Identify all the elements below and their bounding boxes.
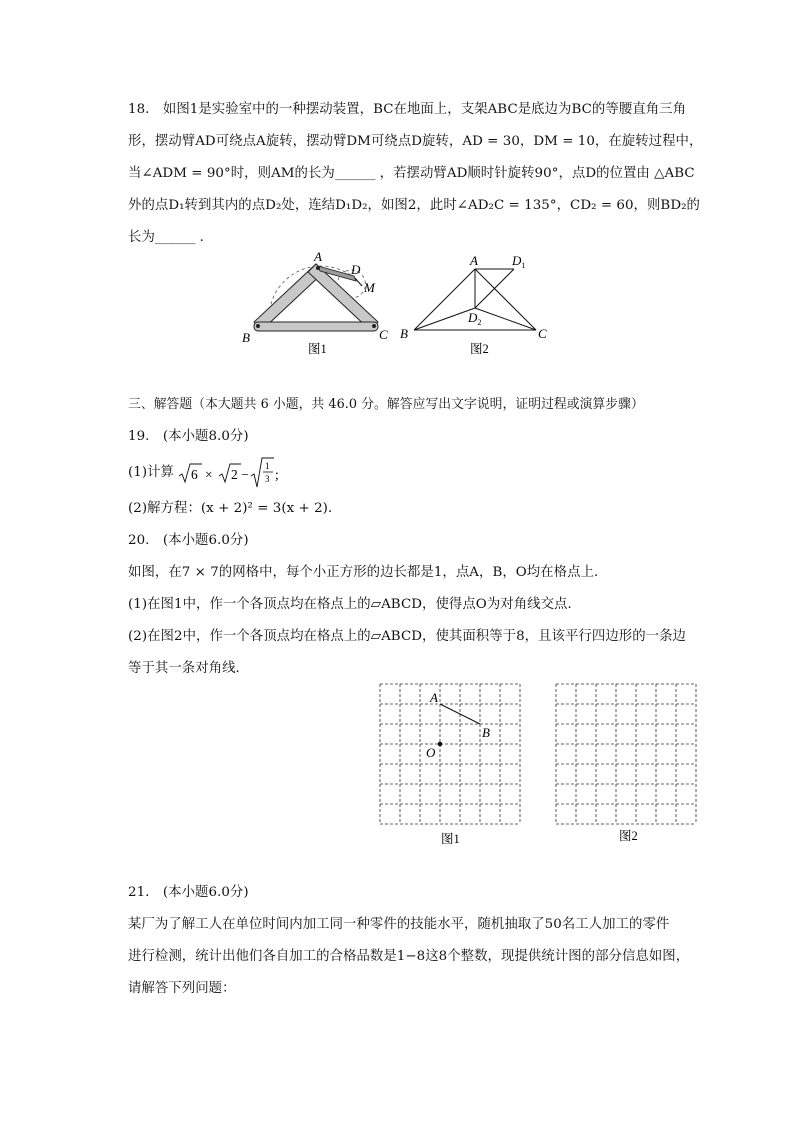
q18-line-5: 长为______ ．: [128, 230, 214, 245]
q19-header: 19. (本小题8.0分): [128, 429, 249, 444]
point-o: [438, 742, 443, 747]
grid1-label-o: O: [426, 745, 436, 760]
fig1-label-c: C: [379, 327, 388, 342]
q18-line-4: 外的点D₁转到其内的点D₂处，连结D₁D₂，如图2，此时∠AD₂C = 135°，CD₂ = 60，则BD₂的: [128, 198, 700, 213]
fig2-label-c: C: [538, 326, 547, 341]
fig2-label-a: A: [470, 253, 478, 268]
q21-line-3: 请解答下列问题：: [128, 981, 236, 996]
grid-7x7-1: [380, 684, 520, 824]
pivot-a: [316, 266, 320, 270]
q20-line-3: (2)在图2中，作一个各顶点均在格点上的▱ABCD，使其面积等于8，且该平行四边形的一条边: [128, 629, 686, 644]
pivot-c: [372, 324, 376, 328]
fig1-label-b: B: [242, 330, 250, 345]
grid2-caption: 图2: [619, 829, 638, 843]
pivot-b: [256, 324, 260, 328]
grid1-label-a: A: [430, 690, 438, 705]
fig2-label-b: B: [400, 326, 408, 341]
fig2-label-d2: $D_2$: [468, 310, 482, 327]
q20-grid-figure-1: [378, 682, 528, 850]
semicolon: ;: [275, 467, 279, 482]
section-3-heading: 三、解答题（本大题共 6 小题，共 46.0 分。解答应写出文字说明，证明过程或演算步骤）: [128, 397, 644, 412]
segment-bd2: [414, 308, 475, 330]
fig1-label-m: M: [364, 280, 375, 295]
fraction-numerator: 1: [265, 461, 270, 471]
q19-part-1-prefix: (1)计算: [128, 465, 174, 480]
grid-7x7-2: [556, 684, 696, 824]
arm-dm: [355, 278, 362, 286]
q19-part-1-expression: [178, 456, 308, 490]
q20-line-4: 等于其一条对角线．: [128, 661, 249, 676]
q20-header: 20. (本小题6.0分): [128, 533, 249, 548]
fig2-caption: 图2: [470, 342, 489, 356]
bar-bc: [254, 322, 378, 331]
sqrt-third-radical: [251, 458, 274, 487]
fig2-label-d1: $D_1$: [512, 253, 526, 270]
grid1-label-b: B: [482, 725, 490, 740]
minus-sign: −: [241, 467, 249, 482]
grid1-caption: 图1: [441, 832, 460, 846]
q21-line-1: 某厂为了解工人在单位时间内加工同一种零件的技能水平，随机抽取了50名工人加工的零件: [128, 917, 670, 932]
sqrt-2-value: 2: [231, 467, 238, 482]
fig1-label-d: D: [351, 262, 361, 277]
q18-line-2: 形，摆动臂AD可绕点A旋转，摆动臂DM可绕点D旋转，AD = 30，DM = 10，在旋转过程中，: [128, 134, 703, 149]
q18-figure-2: [398, 252, 558, 360]
q21-line-2: 进行检测，统计出他们各自加工的合格品数是1−8这8个整数，现提供统计图的部分信息如图，: [128, 949, 690, 964]
fraction-denominator: 3: [265, 474, 270, 484]
q19-part-2: (2)解方程：(x + 2)² = 3(x + 2)．: [128, 501, 342, 516]
q18-line-1: 18. 如图1是实验室中的一种摆动装置，BC在地面上，支架ABC是底边为BC的等腰直角三角: [128, 102, 687, 117]
sqrt-6-value: 6: [191, 467, 198, 482]
q21-header: 21. (本小题6.0分): [128, 885, 249, 900]
fig1-caption: 图1: [308, 342, 327, 356]
q20-line-1: 如图，在7 × 7的网格中，每个小正方形的边长都是1，点A，B，O均在格点上．: [128, 565, 608, 580]
segment-ab: [414, 269, 475, 330]
q20-line-2: (1)在图1中，作一个各顶点均在格点上的▱ABCD，使得点O为对角线交点．: [128, 597, 581, 612]
segment-cd2: [475, 308, 536, 330]
q20-grid-figure-2: [554, 682, 704, 850]
times-sign: ×: [205, 467, 213, 482]
q18-figure-1: [238, 250, 398, 360]
q18-line-3: 当∠ADM = 90°时，则AM的长为______ ，若摆动臂AD顺时针旋转90°，点D的位置由 △ABC: [128, 166, 695, 181]
fig1-label-a: A: [314, 250, 322, 264]
